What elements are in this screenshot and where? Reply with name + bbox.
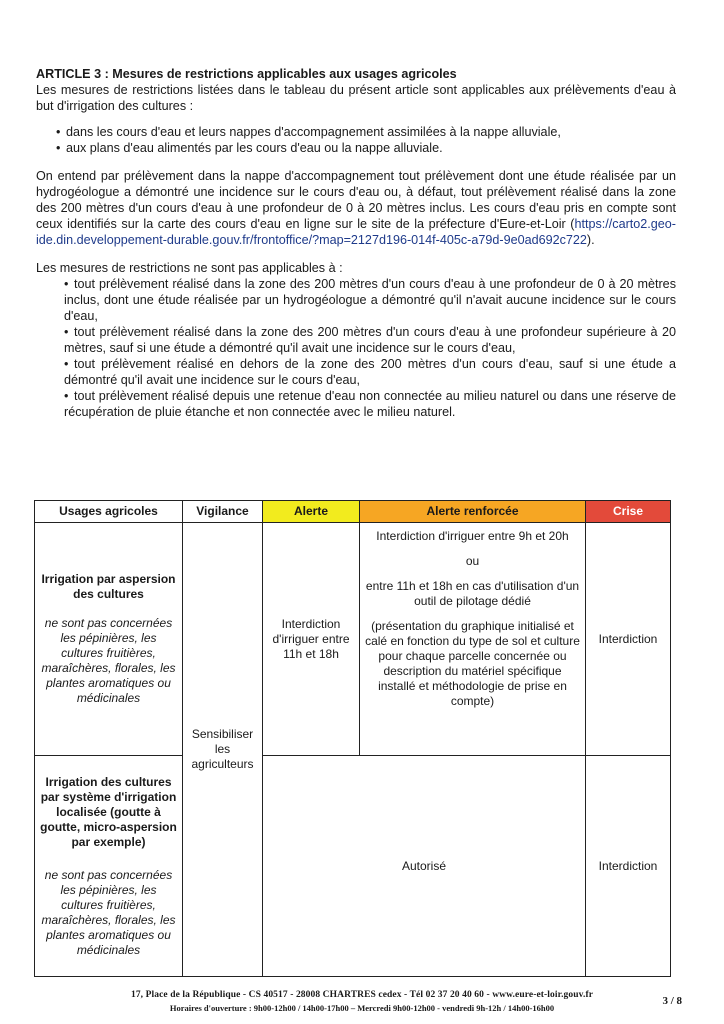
list-item: • tout prélèvement réalisé dans la zone des 200 mètres d'un cours d'eau à une profondeur supérieure à 20 mètres, sauf si une étude a démontré qu'il avait une incidence sur le cours d'eau, [36,324,676,356]
header-crise: Crise [586,501,671,523]
article-intro: Les mesures de restrictions listées dans le tableau du présent article sont applicables aux prélèvements d'eau à but d'irrigation des cultures : [36,83,676,113]
table-row [35,523,671,756]
header-usage: Usages agricoles [35,501,183,523]
footer-address: 17, Place de la République - CS 40517 - 28008 CHARTRES cedex - Tél 02 37 20 40 60 - www.eure-et-loir.gouv.fr [130,990,594,1000]
renf-or: ou [465,554,480,568]
exceptions-intro: Les mesures de restrictions ne sont pas applicables à : [36,261,343,275]
definition-end: ). [586,233,595,247]
usage-note: ne sont pas concernées les pépinières, les cultures fruitières, maraîchères, florales, les plantes aromatiques ou médicinales [41,616,176,705]
scope-list [36,124,676,156]
usage-cell [35,756,183,977]
list-item: • tout prélèvement réalisé depuis une retenue d'eau non connectée au milieu naturel ou dans une réserve de récupération de pluie étanche et non connectée avec le milieu naturel. [36,388,676,420]
alerte-renforcee-merged-cell: Autorisé [263,756,586,977]
list-item: • aux plans d'eau alimentés par les cours d'eau ou la nappe alluviale. [36,140,676,156]
table-row [35,756,671,977]
usage-cell [35,523,183,756]
footer-hours: Horaires d'ouverture : 9h00-12h00 / 14h00-17h00 – Mercredi 9h00-12h00 - vendredi 9h-12h / 14h00-16h00 [169,1003,555,1013]
renf-line3: (présentation du graphique initialisé et calé en fonction du type de sol et culture pour chaque parcelle concernée ou description du matériel spécifique installé et méthodologie de prise en compte) [365,619,580,708]
exceptions-list [36,276,676,420]
renf-line2: entre 11h et 18h en cas d'utilisation d'un outil de pilotage dédié [365,579,580,608]
usage-note: ne sont pas concernées les pépinières, les cultures fruitières, maraîchères, florales, les plantes aromatiques ou médicinales [41,867,176,957]
list-item: • tout prélèvement réalisé en dehors de la zone des 200 mètres d'un cours d'eau, sauf si une étude a démontré qu'il avait une incidence sur le cours d'eau, [36,356,676,388]
usage-title: Irrigation des cultures par système d'irrigation localisée (goutte à goutte, micro-aspersion par exemple) [40,774,177,849]
crise-cell: Interdiction [586,756,671,977]
alerte-renforcee-cell [360,523,586,756]
definition-text: On entend par prélèvement dans la nappe d'accompagnement tout prélèvement dont une étude réalisée par un hydrogéologue a démontré une incidence sur le cours d'eau ou, à défaut, tout prélèvement réalisé dans la zone des 200 mètres d'un cours d'eau à une profondeur de 0 à 20 mètres inclus. Les cours d'eau pris en compte sont ceux identifiés sur la carte des cours d'eau en ligne sur le site de la préfecture d'Eure-et-Loir ( [36,169,676,231]
definition-paragraph [36,168,676,248]
header-vigilance: Vigilance [183,501,263,523]
renf-line1: Interdiction d'irriguer entre 9h et 20h [376,529,569,543]
header-alerte-renforcee: Alerte renforcée [360,501,586,523]
map-link[interactable]: https://carto2.geo-ide.din.developpement-durable.gouv.fr/frontoffice/?map=2127d196-014f-405c-a79d-9e0ad692c722 [36,217,676,247]
page-number: 3 / 8 [662,995,682,1007]
list-item: • tout prélèvement réalisé dans la zone des 200 mètres d'un cours d'eau à une profondeur de 0 à 20 mètres inclus, dont une étude réalisée par un hydrogéologue a démontré qu'il n'avait aucune incidence sur le cours d'eau, [36,276,676,324]
alerte-cell: Interdiction d'irriguer entre 11h et 18h [263,523,360,756]
restrictions-table [34,500,671,977]
article-title: ARTICLE 3 : Mesures de restrictions applicables aux usages agricoles [36,67,457,81]
vigilance-cell: Sensibiliser les agriculteurs [183,523,263,977]
table-header-row [35,501,671,523]
usage-title: Irrigation par aspersion des cultures [41,572,176,601]
list-item: • dans les cours d'eau et leurs nappes d'accompagnement assimilées à la nappe alluviale, [36,124,676,140]
article-3 [36,66,676,420]
header-alerte: Alerte [263,501,360,523]
crise-cell: Interdiction [586,523,671,756]
